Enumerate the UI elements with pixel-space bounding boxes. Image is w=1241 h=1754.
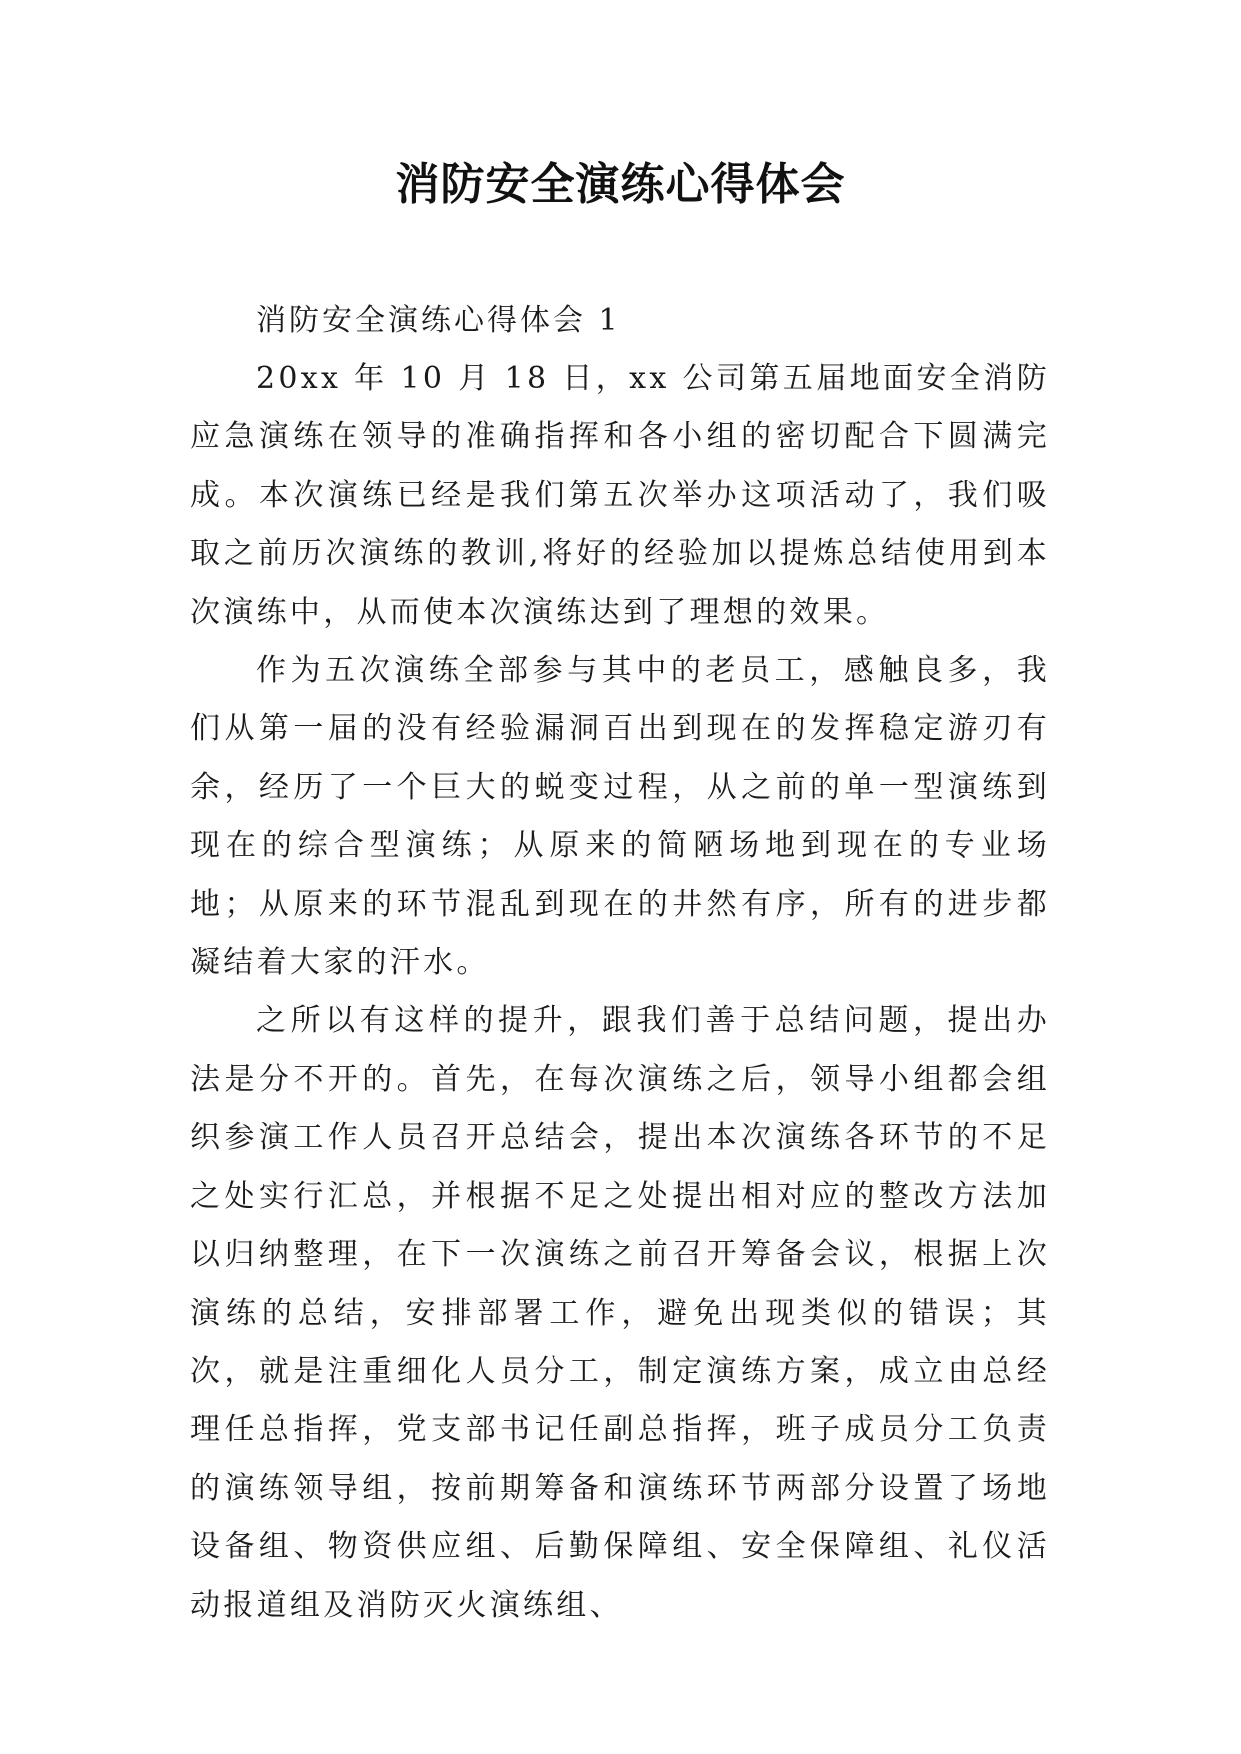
paragraph-1: 20xx 年 10 月 18 日，xx 公司第五届地面安全消防应急演练在领导的准确指挥和各小组的密切配合下圆满完成。本次演练已经是我们第五次举办这项活动了，我们吸取之前历次演练的教训,将好的经验加以提炼总结使用到本次演练中，从而使本次演练达到了理想的效果。 [190, 361, 1050, 630]
paragraph-2: 作为五次演练全部参与其中的老员工，感触良多，我们从第一届的没有经验漏洞百出到现在的发挥稳定游刃有余，经历了一个巨大的蜕变过程，从之前的单一型演练到现在的综合型演练；从原来的简陋场地到现在的专业场地；从原来的环节混乱到现在的井然有序，所有的进步都凝结着大家的汗水。 [190, 653, 1050, 981]
section-heading: 消防安全演练心得体会 1 [256, 303, 621, 338]
document-title: 消防安全演练心得体会 [395, 159, 846, 210]
paragraph-3: 之所以有这样的提升，跟我们善于总结问题，提出办法是分不开的。首先，在每次演练之后，领导小组都会组织参演工作人员召开总结会，提出本次演练各环节的不足之处实行汇总，并根据不足之处提出相对应的整改方法加以归纳整理，在下一次演练之前召开筹备会议，根据上次演练的总结，安排部署工作，避免出现类似的错误；其次，就是注重细化人员分工，制定演练方案，成立由总经理任总指挥，党支部书记任副总指挥，班子成员分工负责的演练领导组，按前期筹备和演练环节两部分设置了场地设备组、物资供应组、后勤保障组、安全保障组、礼仪活动报道组及消防灭火演练组、 [190, 1003, 1050, 1623]
document-body [190, 292, 1050, 1635]
